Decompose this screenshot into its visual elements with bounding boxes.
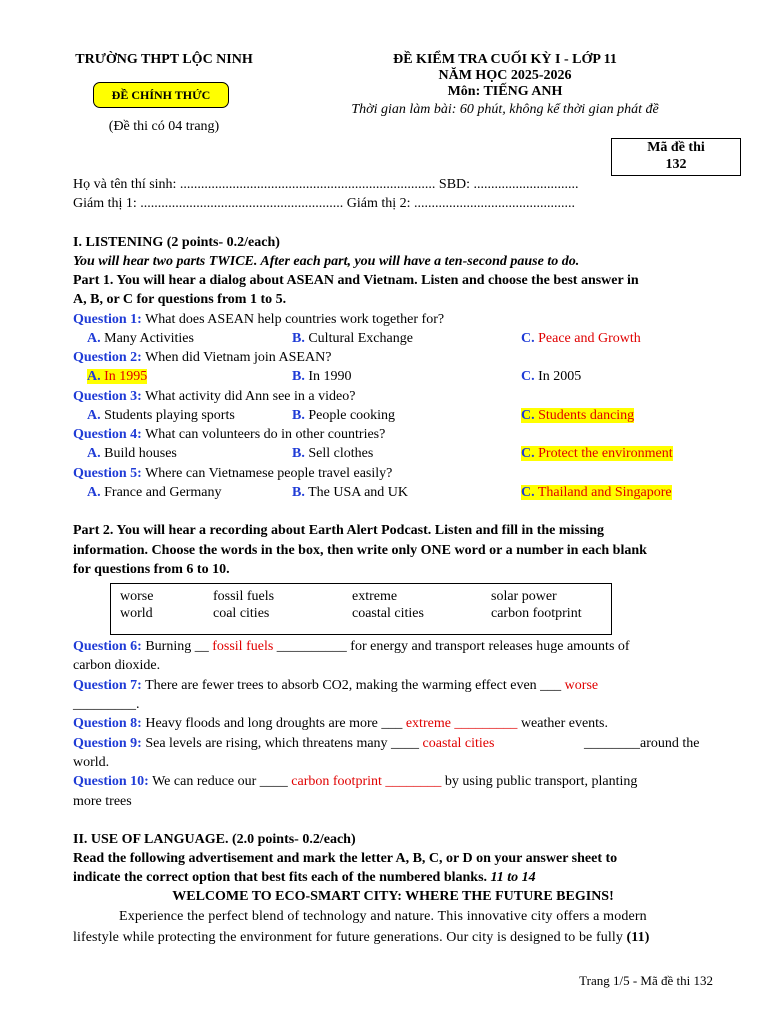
school-year: NĂM HỌC 2025-2026 — [438, 68, 572, 83]
word-box-item: extreme — [352, 589, 398, 604]
answer-text: fossil fuels — [212, 639, 274, 654]
option-a: A. Many Activities — [87, 331, 194, 346]
part2-instruction-end: for questions from 6 to 10. — [73, 562, 230, 577]
question-label: Question 1: — [73, 312, 142, 327]
word-box-item: carbon footprint — [491, 606, 582, 621]
question-1 — [73, 310, 713, 329]
question-5: Question 5: Where can Vietnamese people travel easily? — [73, 466, 393, 481]
question-9-cont: world. — [73, 755, 110, 770]
answer-text: carbon footprint ________ — [291, 774, 442, 789]
blank-11: (11) — [626, 930, 650, 945]
part1-instruction-cont: A, B, or C for questions from 1 to 5. — [73, 292, 287, 307]
option-b: B. The USA and UK — [292, 485, 409, 500]
option-b: B. In 1990 — [292, 369, 352, 384]
question-9-tail: ________around the — [584, 736, 700, 751]
word-box — [110, 583, 612, 635]
word-box-item: worse — [120, 589, 154, 604]
question-7: Question 7: There are fewer trees to absorb CO2, making the warming effect even ___ worse — [73, 678, 599, 693]
word-box-item: world — [120, 606, 153, 621]
question-7-cont: _________. — [73, 697, 140, 712]
question-8: Question 8: Heavy floods and long droughts are more ___ extreme _________ weather events. — [73, 716, 609, 731]
option-b: B. Cultural Exchange — [292, 331, 413, 346]
exam-title: ĐỀ KIỂM TRA CUỐI KỲ I - LỚP 11 — [393, 52, 617, 67]
official-badge: ĐỀ CHÍNH THỨC — [93, 82, 229, 108]
option-b: B. People cooking — [292, 408, 396, 423]
option-a-answer: A. In 1995 — [87, 369, 148, 384]
proctor-line: Giám thị 1: .......................................................... Giám thị 2: .............................................. — [73, 196, 576, 211]
option-c-answer: C. Protect the environment — [521, 446, 673, 461]
option-c-answer: C. Thailand and Singapore — [521, 485, 672, 500]
question-10: Question 10: We can reduce our ____ carbon footprint ________ by using public transport, planting — [73, 774, 638, 789]
ad-title: WELCOME TO ECO-SMART CITY: WHERE THE FUTURE BEGINS! — [172, 889, 614, 904]
page-footer: Trang 1/5 - Mã đề thi 132 — [579, 973, 713, 988]
word-box-item: coal cities — [213, 606, 270, 621]
listening-heading: I. LISTENING (2 points- 0.2/each) — [73, 235, 280, 250]
word-box-item: coastal cities — [352, 606, 424, 621]
question-3: Question 3: What activity did Ann see in a video? — [73, 389, 356, 404]
pages-note: (Đề thi có 04 trang) — [108, 119, 220, 134]
language-instruction: Read the following advertisement and mark the letter A, B, C, or D on your answer sheet to — [73, 851, 618, 866]
subject: Môn: TIẾNG ANH — [447, 84, 563, 99]
candidate-name-line: Họ và tên thí sinh: ......................................................................... SBD: .............................. — [73, 177, 579, 192]
option-c: C. In 2005 — [521, 369, 582, 384]
listening-instruction: You will hear two parts TWICE. After each part, you will have a ten-second pause to do. — [73, 254, 580, 269]
word-box-item: fossil fuels — [213, 589, 275, 604]
exam-code-label: Mã đề thi — [647, 140, 705, 155]
question-10-cont: more trees — [73, 794, 132, 809]
question-4: Question 4: What can volunteers do in other countries? — [73, 427, 386, 442]
question-6: Question 6: Burning __ fossil fuels __________ for energy and transport releases huge amounts of — [73, 639, 630, 654]
option-a: A. France and Germany — [87, 485, 222, 500]
option-c-answer: C. Peace and Growth — [521, 331, 641, 346]
language-heading: II. USE OF LANGUAGE. (2.0 points- 0.2/each) — [73, 832, 356, 847]
question-9: Question 9: Sea levels are rising, which threatens many ____ coastal cities — [73, 736, 495, 751]
part2-instruction: Part 2. You will hear a recording about Earth Alert Podcast. Listen and fill in the missing — [73, 523, 604, 538]
question-text: What does ASEAN help countries work together for? — [141, 312, 445, 327]
option-b: B. Sell clothes — [292, 446, 374, 461]
option-a: A. Students playing sports — [87, 408, 235, 423]
part2-instruction-cont: information. Choose the words in the box, then write only ONE word or a number in each blank — [73, 543, 647, 558]
ad-paragraph-line1: Experience the perfect blend of technology and nature. This innovative city offers a modern — [119, 909, 647, 924]
question-6-cont: carbon dioxide. — [73, 658, 161, 673]
answer-text: worse — [564, 678, 599, 693]
ad-paragraph-line2: lifestyle while protecting the environment for future generations. Our city is designed to be fully (11) — [73, 930, 650, 945]
option-c-answer: C. Students dancing — [521, 408, 635, 423]
word-box-item: solar power — [491, 589, 557, 604]
exam-code-value: 132 — [665, 157, 687, 172]
answer-text: coastal cities — [422, 736, 495, 751]
exam-code-box — [611, 138, 741, 176]
question-2: Question 2: When did Vietnam join ASEAN? — [73, 350, 332, 365]
school-name: TRƯỜNG THPT LỘC NINH — [75, 52, 253, 67]
part1-instruction: Part 1. You will hear a dialog about ASEAN and Vietnam. Listen and choose the best answer in — [73, 273, 639, 288]
language-instruction-cont: indicate the correct option that best fits each of the numbered blanks. 11 to 14 — [73, 870, 536, 885]
time-note: Thời gian làm bài: 60 phút, không kể thời gian phát đề — [351, 102, 659, 117]
answer-text: extreme _________ — [405, 716, 518, 731]
option-a: A. Build houses — [87, 446, 177, 461]
